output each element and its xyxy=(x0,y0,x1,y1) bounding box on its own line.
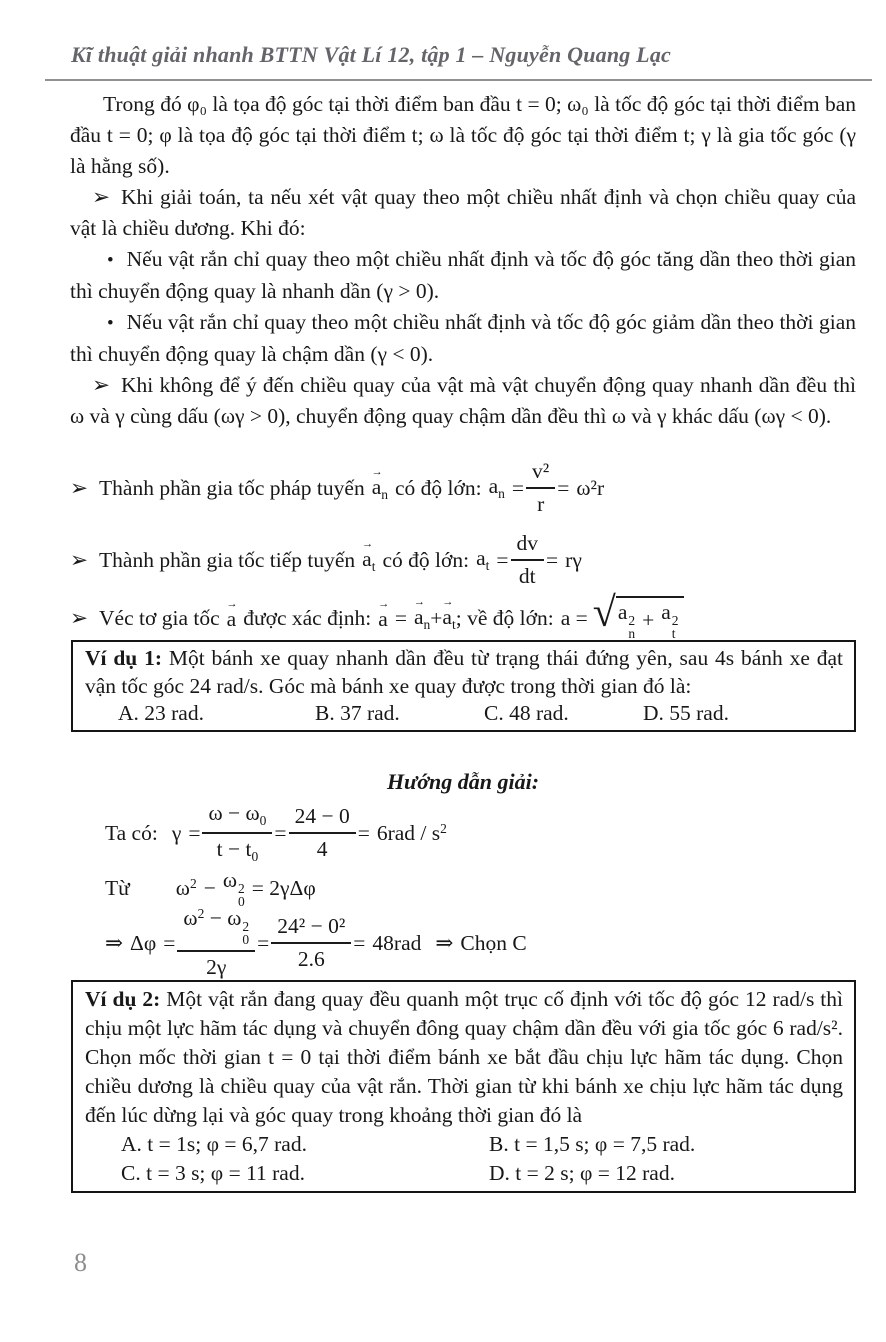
math-term: ω 2 0 xyxy=(222,867,245,909)
header-rule xyxy=(45,79,872,81)
step-label: Ta có: xyxy=(105,820,158,845)
plus-sign: + xyxy=(430,605,443,630)
implies-icon: ⇒ xyxy=(435,930,454,955)
square-root xyxy=(592,589,684,641)
vector-symbol: → $a_n$ xyxy=(414,603,430,633)
example-2-options xyxy=(85,1130,843,1188)
equals-sign: = xyxy=(163,930,176,955)
math-lhs: $a_t$ xyxy=(476,546,490,573)
formula-mid-text: có độ lớn: xyxy=(395,475,482,500)
fraction: $\frac{\omega - \omega_0}{t - t_0}$ xyxy=(202,801,272,865)
example-2-box xyxy=(71,980,856,1193)
option-a: A. t = 1s; φ = 6,7 rad. xyxy=(121,1132,307,1156)
vector-symbol: → a xyxy=(378,605,388,632)
math-term: a 2 n xyxy=(617,599,636,641)
equals-sign: = xyxy=(546,547,559,572)
equals-sign: = xyxy=(257,930,270,955)
equals-sign: = xyxy=(357,820,370,845)
chosen-answer: Chọn C xyxy=(460,930,527,955)
option-a: A. 23 rad. xyxy=(118,701,204,725)
solution-step-3 xyxy=(70,908,856,978)
arrow-bullet-icon: ➢ xyxy=(92,373,111,397)
option-c: C. 48 rad. xyxy=(484,701,569,725)
vector-symbol: → $a_t$ xyxy=(442,603,455,633)
formula-mid-text: ; về độ lớn: xyxy=(455,605,554,630)
vector-symbol: → $a_n$ xyxy=(372,473,388,503)
dot-bullet-icon: • xyxy=(107,313,114,334)
fraction: $\omega^2 - \omega$ 2 0 2γ xyxy=(177,906,255,980)
paragraph-case-decreasing xyxy=(70,307,856,370)
solution-step-2 xyxy=(70,868,856,908)
paragraph-text: Nếu vật rắn chỉ quay theo một chiều nhất định và tốc độ góc tăng dần theo thời gian thì chuyển động quay là nhanh dần (γ > 0). xyxy=(70,247,856,303)
example-1-label: Ví dụ 1: xyxy=(85,646,162,670)
math-term: $\omega^2$ xyxy=(175,875,197,900)
formula-mid-text: có độ lớn: xyxy=(382,547,470,572)
option-b: B. t = 1,5 s; φ = 7,5 rad. xyxy=(489,1132,696,1156)
option-d: D. 55 rad. xyxy=(643,701,729,725)
arrow-bullet-icon: ➢ xyxy=(70,605,89,630)
equals-sign: = xyxy=(511,475,525,500)
math-result: $6rad / s^2$ xyxy=(376,820,447,845)
example-1-box xyxy=(71,640,856,732)
paragraph-definitions xyxy=(70,89,856,182)
example-2-statement xyxy=(85,985,843,1130)
arrow-bullet-icon: ➢ xyxy=(70,475,89,500)
formula-lead-text: Thành phần gia tốc tiếp tuyến xyxy=(99,547,356,572)
equals-sign: = xyxy=(188,820,201,845)
dot-bullet-icon: • xyxy=(107,250,114,271)
math-lhs: Δφ xyxy=(130,930,157,955)
option-b: B. 37 rad. xyxy=(315,701,400,725)
math-rhs: = 2γΔφ xyxy=(251,875,316,900)
vector-symbol: → a xyxy=(227,605,237,632)
fraction: $\frac{\text{24² − 0²}}{2.6}$ xyxy=(271,914,351,972)
formula-tangential-acceleration xyxy=(70,524,856,596)
paragraph-text: Nếu vật rắn chỉ quay theo một chiều nhất định và tốc độ góc giảm dần theo thời gian thì chuyển động quay là chậm dần (γ < 0). xyxy=(70,310,856,366)
math-lhs: γ xyxy=(171,820,182,845)
example-2-text: Một vật rắn đang quay đều quanh một trục cố định với tốc độ góc 12 rad/s thì chịu một lực hãm tác dụng và chuyển đông quay chậm dần đều với gia tốc góc 6 rad/s². Chọn mốc thời gian t = 0 tại thời điểm bánh xe bắt đầu chịu lực hãm tác dụng. Chọn chiều dương là chiều quay của vật rắn. Thời gian từ khi bánh xe chịu lực hãm tác dụng đến lúc dừng lại và góc quay trong khoảng thời gian đó là xyxy=(85,987,843,1127)
math-result: ω²r xyxy=(576,475,605,500)
running-header xyxy=(71,42,856,68)
paragraph-text: Trong đó φ₀ là tọa độ góc tại thời điểm ban đầu t = 0; ω₀ là tốc độ góc tại thời điểm ban đầu t = 0; φ là tọa độ góc tại thời điểm t; ω là tốc độ góc tại thời điểm t; γ là gia tốc góc (γ là hằng số). xyxy=(70,92,856,178)
paragraph-rule-1 xyxy=(70,182,856,244)
header-title: Kĩ thuật giải nhanh BTTN Vật Lí 12, tập 1 – Nguyễn Quang Lạc xyxy=(71,42,671,67)
paragraph-case-increasing xyxy=(70,244,856,307)
formula-acceleration-vector xyxy=(70,589,856,641)
paragraph-text: Khi không để ý đến chiều quay của vật mà vật chuyển động quay nhanh dần đều thì ω và γ cùng dấu (ωγ > 0), chuyển động quay chậm dần đều thì ω và γ khác dấu (ωγ < 0). xyxy=(70,373,856,428)
fraction: $\frac{24 - 0}{4}$ xyxy=(289,804,356,862)
example-1-options xyxy=(85,700,843,727)
example-1-statement xyxy=(85,645,843,700)
arrow-bullet-icon: ➢ xyxy=(92,185,111,209)
math-lhs: a = xyxy=(560,605,588,630)
option-c: C. t = 3 s; φ = 11 rad. xyxy=(121,1161,305,1185)
math-lhs: $a_n$ xyxy=(488,474,505,501)
equals-sign: = xyxy=(394,605,407,630)
solution-step-1 xyxy=(70,798,856,868)
page-number: 8 xyxy=(74,1248,87,1277)
equals-sign: = xyxy=(353,930,366,955)
example-1-text: Một bánh xe quay nhanh dần đều từ trạng thái đứng yên, sau 4s bánh xe đạt vận tốc góc 24 rad/s. Góc mà bánh xe quay được trong thời gian đó là: xyxy=(85,646,844,698)
formula-mid-text: được xác định: xyxy=(243,605,372,630)
intro-section xyxy=(70,89,856,432)
example-2-label: Ví dụ 2: xyxy=(85,987,161,1011)
fraction: $\frac{dv}{dt}$ xyxy=(511,531,545,589)
equals-sign: = xyxy=(274,820,287,845)
equals-sign: = xyxy=(496,547,509,572)
arrow-bullet-icon: ➢ xyxy=(70,547,89,572)
step-label: Từ xyxy=(105,875,130,900)
minus-sign: − xyxy=(203,875,216,900)
vector-symbol: → $a_t$ xyxy=(362,545,375,575)
paragraph-text: Khi giải toán, ta nếu xét vật quay theo một chiều nhất định và chọn chiều quay của vật là chiều dương. Khi đó: xyxy=(70,185,856,240)
solution-heading: Hướng dẫn giải: xyxy=(386,769,540,794)
math-result: 48rad xyxy=(372,930,422,955)
formula-normal-acceleration xyxy=(70,452,856,524)
math-result: rγ xyxy=(565,547,582,572)
fraction: $\frac{\text{v²}}{r}$ xyxy=(526,459,555,517)
math-term: a 2 t xyxy=(661,599,679,641)
option-d: D. t = 2 s; φ = 12 rad. xyxy=(489,1161,675,1185)
paragraph-rule-2 xyxy=(70,370,856,432)
formula-lead-text: Thành phần gia tốc pháp tuyến xyxy=(99,475,365,500)
equals-sign: = xyxy=(557,475,570,500)
plus-sign: + xyxy=(642,607,655,632)
implies-icon: ⇒ xyxy=(105,930,124,955)
sqrt-sign-icon: √ xyxy=(592,589,616,636)
formula-lead-text: Véc tơ gia tốc xyxy=(99,605,220,630)
